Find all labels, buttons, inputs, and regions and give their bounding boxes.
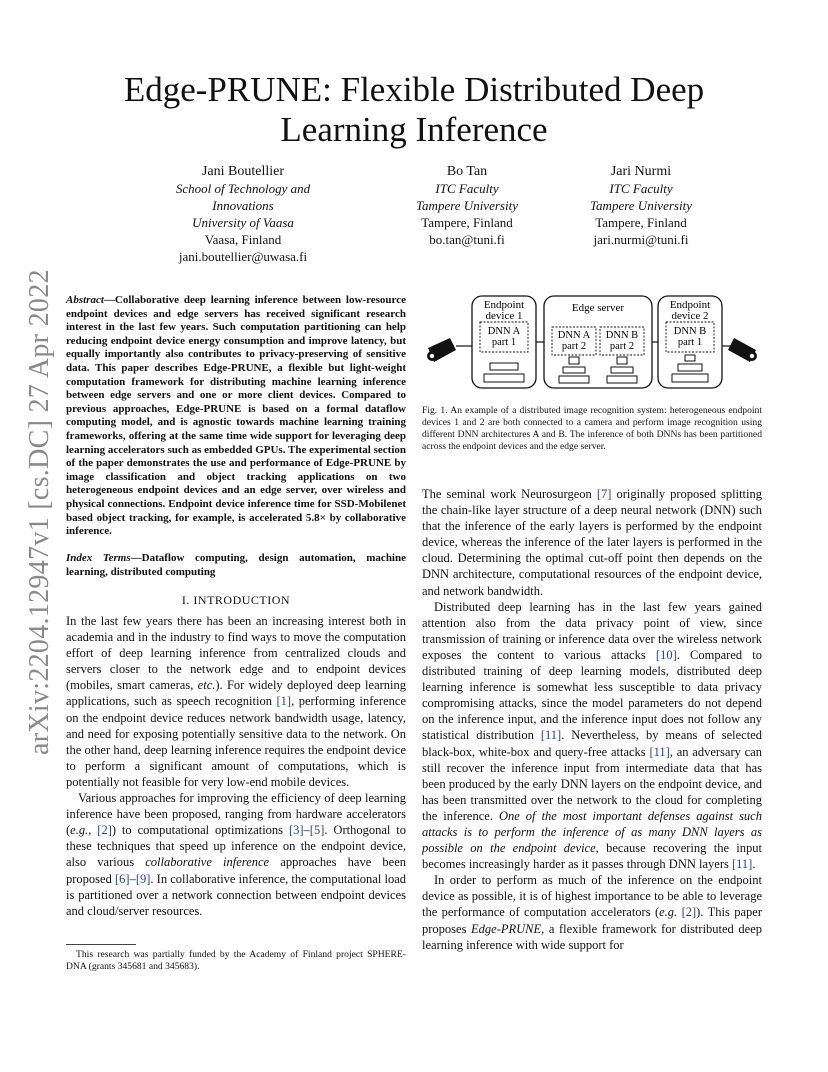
endpoint2-label: Endpoint [669, 299, 711, 311]
layer-icon [484, 374, 524, 382]
citation-link[interactable]: [10] [655, 647, 677, 662]
citation-link[interactable]: [11] [649, 744, 670, 759]
layer-icon [563, 367, 585, 373]
author-email: jani.boutellier@uwasa.fi [178, 249, 308, 264]
paragraph: In order to perform as much of the inference on the endpoint device as possible, it is of highest importance to be able to leverage the performance of computation accelerators (e.g. [2]). This paper proposes Edge-PRUNE, a flexible framework for distributed deep learning inference with wide support for [422, 873, 763, 952]
index-terms [66, 552, 406, 579]
layer-icon [607, 376, 637, 383]
dnn-label: part 2 [609, 341, 635, 352]
citation-link[interactable]: [11] [731, 857, 753, 872]
citation-link[interactable]: [2] [97, 823, 112, 838]
author-affiliation: University of Vaasa [192, 215, 294, 230]
author-affiliation: School of Technology and Innovations [175, 181, 311, 213]
footnote-rule [66, 944, 136, 945]
camera-right-icon [728, 338, 757, 362]
abstract-label: Abstract [66, 294, 104, 306]
endpoint1-label: device 1 [485, 310, 523, 322]
citation-link[interactable]: [3] [288, 823, 304, 838]
layer-icon [490, 363, 518, 370]
layer-icon [559, 376, 589, 383]
figure-caption: Fig. 1. An example of a distributed image recognition system: heterogeneous endpoint devices 1 and 2 are both connected to a camera and perform image recognition using different DNN architectures A and B. The inference of both DNNs has been partitioned across the endpoint devices and the edge server. [422, 405, 762, 452]
citation-link[interactable]: [2] [681, 905, 697, 920]
author-block-3 [576, 163, 706, 248]
citation-link[interactable]: [9] [135, 871, 151, 886]
author-location: Tampere, Finland [595, 215, 687, 230]
author-affiliation: ITC Faculty [609, 181, 673, 196]
layer-icon [611, 367, 633, 373]
endpoint2-label: device 2 [671, 310, 709, 322]
paragraph: Various approaches for improving the efficiency of deep learning inference have been proposed, ranging from hardware accelerators (e.g., [2]) to computational optimizations [3]–[5]. Orthogonal to these techniques that speed up inference on the endpoint device, also various collaborative inference approaches have been proposed [6]–[9]. In collaborative inference, the computational load is partitioned over a network connection between endpoint devices and cloud/server resources. [66, 791, 407, 918]
dnn-label: DNN B [673, 326, 707, 337]
author-location: Tampere, Finland [421, 215, 513, 230]
dnn-label: part 1 [491, 337, 517, 348]
dnn-label: DNN B [605, 330, 639, 341]
author-block-2 [402, 163, 532, 248]
paragraph: Distributed deep learning has in the last few years gained attention also from the data privacy point of view, since transmission of training or inference data over the wireless network exposes the content to various attacks [10]. Compared to distributed training of deep learning models, distributed deep learning inference is somewhat less susceptible to data privacy compromising attacks, since the model parameters do not depend on the inference input, and the inference input does not follow any statistical distribution [11]. Nevertheless, by means of selected black-box, white-box and query-free attacks [11], an adversary can still recover the inference input from intermediate data that has been produced by the early DNN layers on the endpoint device, and has been transmitted over the network to the cloud for completing the inference. One of the most important defenses against such attacks is to perform the inference of as many DNN layers as possible on the endpoint device, because recovering the input becomes increasingly harder as it passes through DNN layers [11]. [422, 599, 762, 872]
author-name: Bo Tan [446, 164, 488, 179]
author-name: Jari Nurmi [610, 164, 672, 179]
dnn-label: part 1 [677, 337, 703, 348]
author-affiliation: ITC Faculty [435, 181, 499, 196]
author-block-1 [148, 163, 338, 265]
author-affiliation: Tampere University [416, 198, 518, 213]
citation-link[interactable]: [7] [596, 487, 612, 501]
layer-icon [685, 355, 695, 361]
abstract [66, 294, 406, 539]
paragraph: In the last few years there has been an increasing interest both in academia and in the industry to find ways to move the computation effort of deep learning inference from centralized clouds and servers closer to the network edge and to endpoint devices (mobiles, smart cameras, etc.). For widely deployed deep learning applications, such as speech recognition [1], performing inference on the endpoint device reduces network bandwidth usage, latency, and need for exposing potentially sensitive data to the network. On the other hand, deep learning inference requires the endpoint device to perform a significant amount of computations, which is potentially not feasible for very low-end mobile devices. [66, 614, 406, 789]
arxiv-stamp: arXiv:2204.12947v1 [cs.DC] 27 Apr 2022 [24, 269, 55, 755]
author-location: Vaasa, Finland [204, 232, 282, 247]
layer-icon [678, 364, 702, 371]
edge-server-label: Edge server [571, 302, 625, 314]
citation-link[interactable]: [11] [540, 728, 562, 743]
intro-left-column [66, 613, 406, 919]
figure-1-diagram [422, 290, 762, 400]
endpoint1-label: Endpoint [483, 299, 525, 311]
index-terms-text: —Dataflow computing, design automation, machine learning, distributed computing [66, 552, 406, 578]
layer-icon [569, 357, 579, 364]
layer-icon [617, 357, 627, 364]
citation-link[interactable]: [6] [114, 871, 130, 886]
author-email: jari.nurmi@tuni.fi [593, 232, 689, 247]
intro-right-column [422, 486, 762, 953]
abstract-text: —Collaborative deep learning inference between low-resource endpoint devices and edge servers has received significant research interest in the last few years. Such computation partitioning can help reducing endpoint device energy consumption and improve latency, but equally importantly also contributes to privacy-preserving of sensitive data. This paper describes Edge-PRUNE, a flexible but light-weight computation framework for distributing machine learning inference between edge servers and one or more client devices. Compared to previous approaches, Edge-PRUNE is based on a formal dataflow computing model, and is agnostic towards machine learning training frameworks, offering at the same time wide support for leveraging deep learning accelerators such as embedded GPUs. The experimental section of the paper demonstrates the use and performance of Edge-PRUNE by image classification and object tracking applications on two heterogeneous endpoint devices and an edge server, over wireless and physical connections. Endpoint device inference time for SSD-Mobilenet based object tracking, for example, is accelerated 5.8× by collaborative inference. [66, 294, 406, 538]
funding-footnote: This research was partially funded by the Academy of Finland project SPHERE-DNA (grants 345681 and 345683). [66, 949, 406, 972]
dnn-label: part 2 [561, 341, 587, 352]
dnn-label: DNN A [487, 326, 521, 337]
dnn-label: DNN A [557, 330, 591, 341]
paragraph: The seminal work Neurosurgeon [7] originally proposed splitting the chain-like layer structure of a deep neural network (DNN) such that the inference of the early layers is performed by the endpoint device, whereas the inference of the later layers is performed in the cloud. Determining the optimal cut-off point then depends on the DNN architecture, computational resources of the endpoint device, and network bandwidth. [422, 487, 762, 598]
section-heading: I. INTRODUCTION [181, 593, 291, 607]
author-email: bo.tan@tuni.fi [429, 232, 505, 247]
index-terms-label: Index Terms [66, 552, 131, 564]
author-name: Jani Boutellier [201, 164, 285, 179]
paper-title: Edge-PRUNE: Flexible Distributed Deep Learning Inference [123, 70, 705, 149]
citation-link[interactable]: [5] [309, 823, 325, 838]
citation-link[interactable]: [1] [276, 694, 292, 709]
layer-icon [672, 374, 708, 382]
camera-left-icon [427, 338, 456, 362]
author-affiliation: Tampere University [590, 198, 692, 213]
